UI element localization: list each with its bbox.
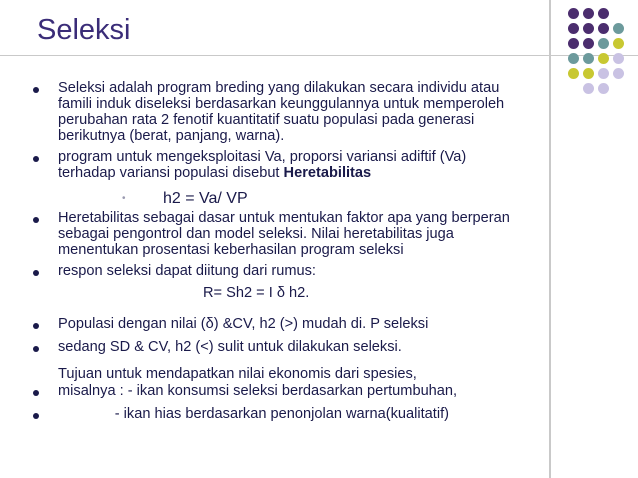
paragraph-line: respon seleksi dapat diitung dari rumus: <box>58 263 316 279</box>
paragraph-line: misalnya : - ikan konsumsi seleksi berdasarkan pertumbuhan, <box>58 383 458 399</box>
paragraph-line: program untuk mengeksploitasi Va, proporsi variansi adiftif (Va) <box>58 149 467 165</box>
dot <box>598 53 609 64</box>
bullet-icon <box>33 156 39 162</box>
h2-formula: h2 = Va/ VP <box>163 190 248 207</box>
dot <box>568 38 579 49</box>
bullet-icon <box>33 270 39 276</box>
paragraph-line: perubahan rata 2 fenotif kuantitatif suatu populasi pada generasi <box>58 112 475 128</box>
dot <box>583 53 594 64</box>
dot <box>568 53 579 64</box>
paragraph-line: famili induk diseleksi berdasarkan keunggulannya untuk memperoleh <box>58 96 505 112</box>
paragraph-line: Seleksi adalah program breding yang dilakukan secara individu atau <box>58 80 500 96</box>
dot <box>598 8 609 19</box>
dot <box>568 68 579 79</box>
bullet-icon <box>33 346 39 352</box>
sub-bullet-icon: • <box>122 193 126 204</box>
heretabilitas-term: Heretabilitas <box>283 165 372 181</box>
dot <box>613 53 624 64</box>
bullet-icon <box>33 323 39 329</box>
paragraph-line: Populasi dengan nilai (δ) &CV, h2 (>) mudah di. P seleksi <box>58 316 429 332</box>
paragraph-line: sebagai pengontrol dan model seleksi. Nilai heretabilitas juga <box>58 226 454 242</box>
dot <box>568 8 579 19</box>
dot <box>613 68 624 79</box>
decorative-vertical-line <box>549 0 551 478</box>
dot <box>613 23 624 34</box>
dot <box>583 68 594 79</box>
dot <box>598 23 609 34</box>
dot <box>598 38 609 49</box>
bullet-icon <box>33 217 39 223</box>
paragraph-line: berikutnya (berat, panjang, warna). <box>58 128 285 144</box>
paragraph-line: menentukan prosentasi keberhasilan program seleksi <box>58 242 404 258</box>
paragraph-line: Heretabilitas sebagai dasar untuk mentukan faktor apa yang berperan <box>58 210 510 226</box>
paragraph-line <box>58 165 371 181</box>
dot <box>568 23 579 34</box>
bullet-icon <box>33 413 39 419</box>
response-formula: R= Sh2 = I δ h2. <box>203 285 310 301</box>
bullet-icon <box>33 87 39 93</box>
dot <box>598 68 609 79</box>
slide-title: Seleksi <box>37 14 131 46</box>
paragraph-text: terhadap variansi populasi disebut <box>58 165 284 181</box>
dot <box>598 83 609 94</box>
bullet-icon <box>33 390 39 396</box>
dot <box>583 23 594 34</box>
paragraph-line: sedang SD & CV, h2 (<) sulit untuk dilakukan seleksi. <box>58 339 402 355</box>
paragraph-line: Tujuan untuk mendapatkan nilai ekonomis dari spesies, <box>58 366 417 382</box>
paragraph-line: - ikan hias berdasarkan penonjolan warna(kualitatif) <box>58 406 449 422</box>
dot <box>583 8 594 19</box>
dot <box>583 38 594 49</box>
dot <box>613 38 624 49</box>
decorative-horizontal-line <box>0 55 638 56</box>
dot <box>583 83 594 94</box>
